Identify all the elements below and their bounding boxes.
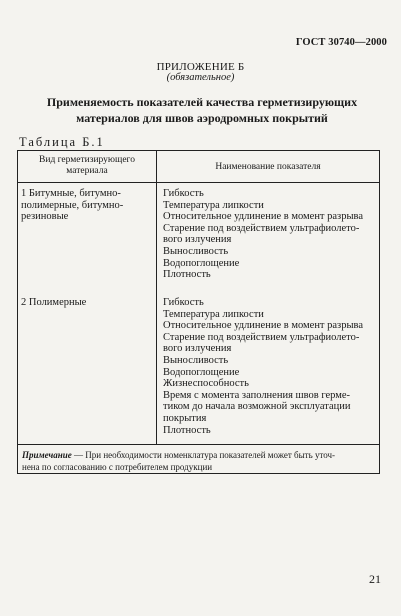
- header-material-type: [18, 155, 156, 177]
- row-2-indicators: [163, 297, 381, 436]
- table-header-divider: [17, 182, 380, 183]
- note-label: Примечание: [22, 450, 72, 460]
- row-1-indicator: Старение под воздействием ультрафиолето-: [163, 222, 360, 234]
- main-title-line-2: материалов для швов аэродромных покрытий: [76, 111, 328, 125]
- table-note: [22, 449, 374, 473]
- row-2-indicator: Гибкость: [163, 297, 204, 308]
- row-1-indicators: [163, 188, 381, 281]
- row-1-indicator: Относительное удлинение в момент разрыва: [163, 211, 363, 223]
- row-2-indicator: Время с момента заполнения швов герме-: [163, 389, 351, 401]
- row-2-material: [21, 297, 153, 309]
- page-number: 21: [369, 572, 381, 586]
- row-2-indicator: Относительное удлинение в момент разрыва: [163, 320, 363, 332]
- row-2-indicator: Водопоглощение: [163, 366, 240, 378]
- table-note-divider: [17, 444, 380, 445]
- note-text-line-2: нена по согласованию с потребителем продукции: [22, 462, 213, 472]
- annex-status: (обязательное): [166, 72, 235, 83]
- row-1-indicator: вого излучения: [163, 234, 232, 246]
- row-1-material: [21, 188, 153, 223]
- main-title-line-1: Применяемость показателей качества герметизирующих: [46, 95, 358, 109]
- row-1-indicator: Температура липкости: [163, 199, 264, 211]
- row-2-indicator: покрытия: [163, 412, 207, 424]
- row-2-indicator: тиком до начала возможной эксплуатации: [163, 401, 351, 413]
- standard-designation: ГОСТ 30740—2000: [295, 37, 387, 48]
- note-text-line-1: — При необходимости номенклатура показателей может быть уточ-: [71, 450, 336, 460]
- row-2-material-line: 2 Полимерные: [21, 297, 87, 308]
- row-1-material-line: 1 Битумные, битумно-: [21, 188, 121, 199]
- table-column-divider: [156, 150, 157, 445]
- row-1-material-line: полимерные, битумно-: [21, 199, 124, 211]
- header-indicator-name: Наименование показателя: [215, 162, 321, 172]
- annex-title: ПРИЛОЖЕНИЕ Б: [156, 61, 245, 73]
- row-2-indicator: вого излучения: [163, 343, 232, 355]
- row-1-indicator: Плотность: [163, 269, 211, 281]
- row-2-indicator: Старение под воздействием ультрафиолето-: [163, 331, 360, 343]
- row-1-indicator: Выносливость: [163, 245, 229, 257]
- table-label: Таблица Б.1: [19, 135, 105, 149]
- header-material-line-1: Вид герметизирующего: [39, 155, 135, 165]
- row-2-indicator: Жизнеспособность: [163, 378, 249, 390]
- row-1-indicator: Гибкость: [163, 188, 204, 199]
- row-1-indicator: Водопоглощение: [163, 257, 240, 269]
- header-material-line-2: материала: [66, 166, 108, 176]
- main-title: [20, 94, 384, 126]
- row-1-material-line: резиновые: [21, 211, 69, 222]
- row-2-indicator: Температура липкости: [163, 308, 264, 320]
- row-2-indicator: Выносливость: [163, 354, 229, 366]
- row-2-indicator: Плотность: [163, 424, 211, 436]
